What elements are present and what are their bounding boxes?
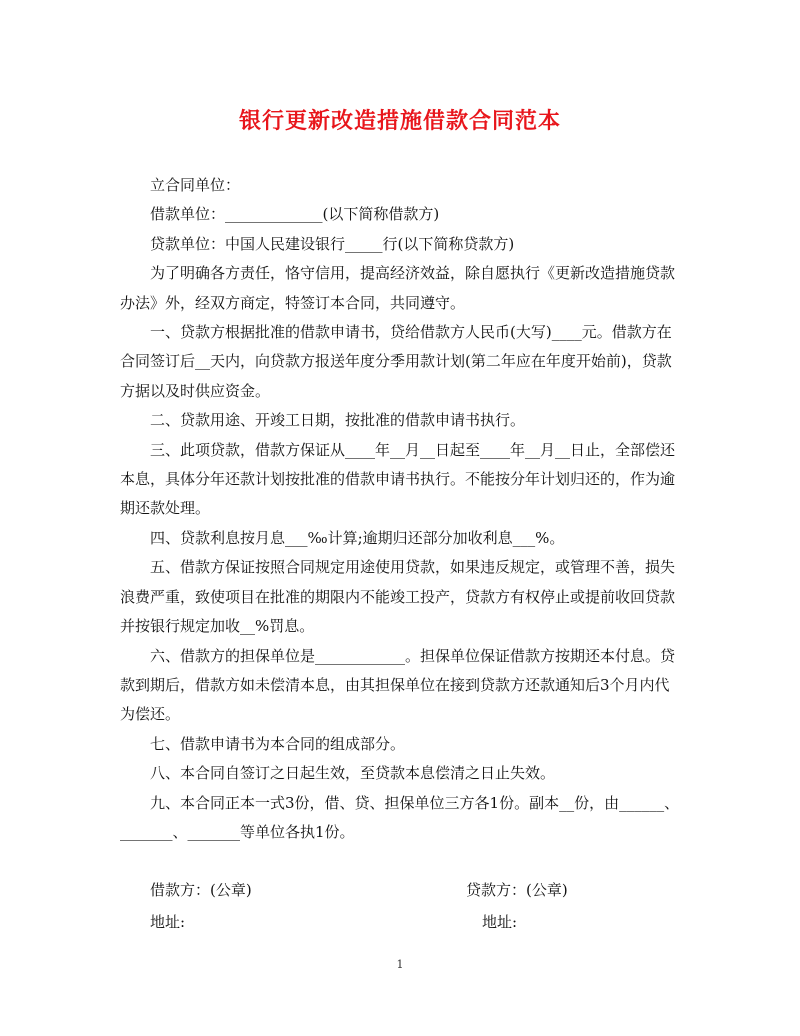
- contract-body: [120, 171, 682, 847]
- lender-seal-label: 贷款方：(公章): [466, 881, 568, 899]
- clause-3: 三、此项贷款，借款方保证从____年__月__日起至____年__月__日止，全部偿还本息，具体分年还款计划按批准的借款申请书执行。不能按分年计划归还的，作为逾期还款处理。: [120, 440, 676, 518]
- clause-4: 四、贷款利息按月息___‰计算;逾期归还部分加收利息___%。: [150, 528, 565, 547]
- clause-1: 一、贷款方根据批准的借款申请书，贷给借款方人民币(大写)____元。借款方在合同签订后__天内，向贷款方报送年度分季用款计划(第二年应在年度开始前)，贷款方据以及时供应资金。: [120, 323, 672, 400]
- paragraph-lender: 贷款单位：中国人民建设银行_____行(以下简称贷款方): [150, 234, 515, 253]
- clause-7: 七、借款申请书为本合同的组成部分。: [150, 734, 406, 753]
- clause-6: 六、借款方的担保单位是____________。担保单位保证借款方按期还本付息。贷款到期后，借款方如未偿清本息，由其担保单位在接到贷款方还款通知后3个月内代为偿还。: [120, 646, 676, 724]
- paragraph-borrower: 借款单位：_____________(以下简称借款方): [150, 205, 440, 224]
- clause-9: 九、本合同正本一式3份，借、贷、担保单位三方各1份。副本__份，由______、_______、_______等单位各执1份。: [120, 793, 680, 841]
- borrower-address-label: 地址:: [150, 913, 186, 931]
- clause-5: 五、借款方保证按照合同规定用途使用贷款，如果违反规定，或管理不善，损失浪费严重，致使项目在批准的期限内不能竣工投产，贷款方有权停止或提前收回贷款并按银行规定加收__%罚息。: [120, 558, 676, 636]
- clause-8: 八、本合同自签订之日起生效，至贷款本息偿清之日止失效。: [150, 764, 556, 783]
- page-number: 1: [396, 958, 404, 971]
- paragraph-parties: 立合同单位：: [150, 176, 241, 194]
- clause-2: 二、贷款用途、开竣工日期，按批准的借款申请书执行。: [150, 411, 526, 430]
- paragraph-preamble: 为了明确各方责任，恪守信用，提高经济效益，除自愿执行《更新改造措施贷款办法》外，经双方商定，特签订本合同，共同遵守。: [120, 264, 676, 312]
- page-title: 银行更新改造措施借款合同范本: [238, 108, 561, 134]
- borrower-seal-label: 借款方：(公章): [150, 881, 252, 899]
- lender-address-label: 地址:: [482, 913, 518, 931]
